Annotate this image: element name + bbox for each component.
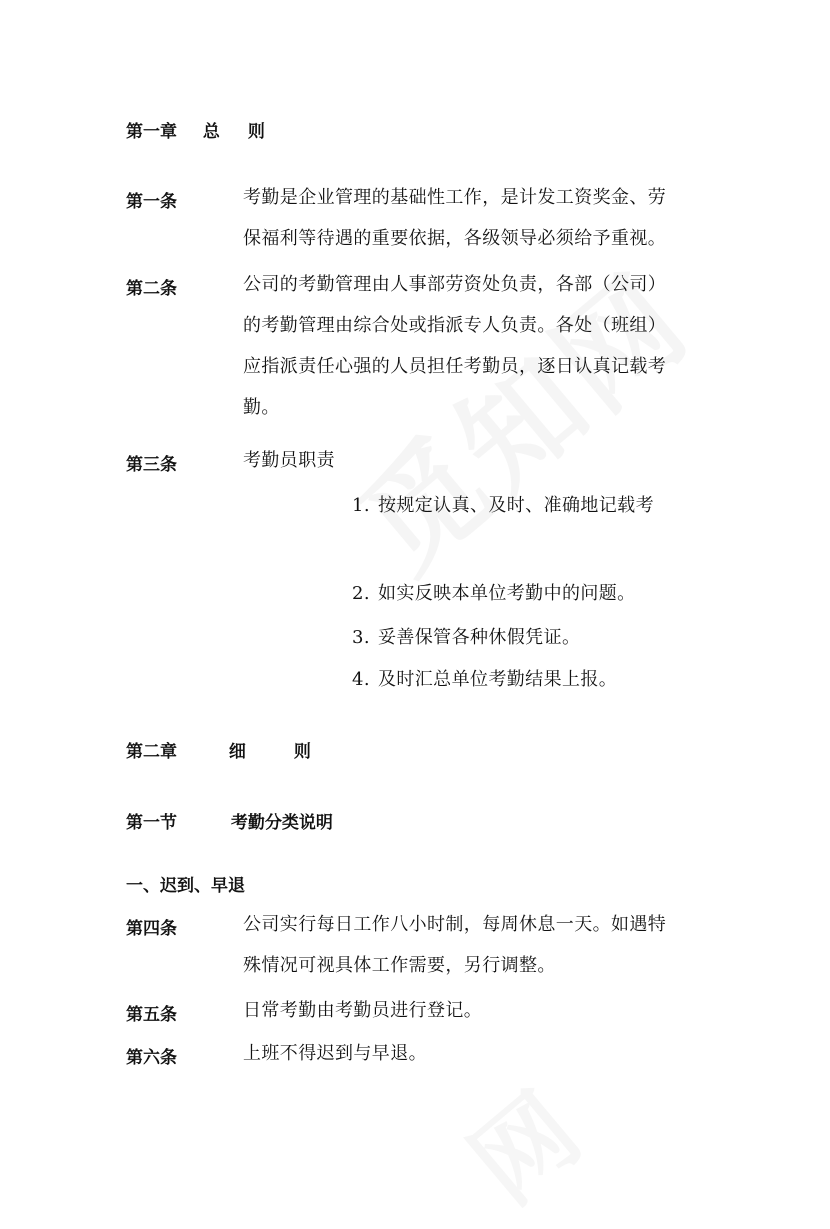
- section-1-heading: [126, 808, 333, 833]
- article-6-label: 第六条: [126, 1048, 177, 1068]
- article-1-label: 第一条: [126, 192, 177, 212]
- chapter-2-label: 第二章: [126, 742, 177, 762]
- article-4-text: [243, 904, 703, 986]
- duty-item-3: [352, 623, 580, 649]
- article-1-text: [243, 177, 703, 259]
- article-2-line-2: 的考勤管理由综合处或指派专人负责。各处（班组）: [243, 315, 667, 336]
- article-2-label: 第二条: [126, 279, 177, 299]
- duty-item-1: [352, 491, 654, 517]
- article-1-line-2: 保福利等待遇的重要依据，各级领导必须给予重视。: [243, 228, 667, 249]
- duty-item-text: 如实反映本单位考勤中的问题。: [377, 583, 636, 604]
- subsection-1-heading: 一、迟到、早退: [126, 876, 245, 896]
- watermark-secondary: [435, 1055, 604, 1229]
- article-5-line-1: 日常考勤由考勤员进行登记。: [243, 1000, 483, 1021]
- article-2-text: [243, 264, 703, 428]
- chapter-2-heading: [126, 737, 311, 762]
- section-1-label: 第一节: [126, 813, 177, 833]
- article-4-line-2: 殊情况可视具体工作需要，另行调整。: [243, 955, 556, 976]
- article-2-line-3: 应指派责任心强的人员担任考勤员，逐日认真记载考: [243, 356, 667, 377]
- section-1-title: 考勤分类说明: [230, 813, 333, 833]
- article-4-line-1: 公司实行每日工作八小时制，每周休息一天。如遇特: [243, 914, 667, 935]
- article-6-line-1: 上班不得迟到与早退。: [243, 1043, 427, 1064]
- chapter-1-heading: [126, 117, 265, 142]
- article-5-label: 第五条: [126, 1005, 177, 1025]
- duty-item-text: 妥善保管各种休假凭证。: [377, 627, 581, 648]
- article-3-label: 第三条: [126, 455, 177, 475]
- article-3-line-1: 考勤员职责: [243, 450, 335, 471]
- article-3-text: [243, 440, 703, 481]
- article-1-line-1: 考勤是企业管理的基础性工作，是计发工资奖金、劳: [243, 187, 667, 208]
- duty-item-2: [352, 579, 636, 605]
- article-5-text: [243, 990, 703, 1031]
- article-6-text: [243, 1033, 703, 1074]
- duty-item-number: 4.: [352, 669, 370, 690]
- duty-item-4: [352, 665, 617, 691]
- chapter-2-title-char-1: 细: [228, 742, 246, 762]
- duty-item-number: 1.: [352, 495, 370, 516]
- article-2-line-4: 勤。: [243, 397, 280, 418]
- chapter-1-title-char-2: 则: [247, 122, 265, 142]
- chapter-2-title-char-2: 则: [293, 742, 311, 762]
- article-2-line-1: 公司的考勤管理由人事部劳资处负责，各部（公司）: [243, 274, 667, 295]
- chapter-1-label: 第一章: [126, 122, 177, 142]
- article-4-label: 第四条: [126, 919, 177, 939]
- duty-item-number: 3.: [352, 627, 370, 648]
- duty-item-text: 按规定认真、及时、准确地记载考: [377, 495, 654, 516]
- duty-item-text: 及时汇总单位考勤结果上报。: [377, 669, 618, 690]
- duty-item-number: 2.: [352, 583, 370, 604]
- chapter-1-title-char-1: 总: [202, 122, 220, 142]
